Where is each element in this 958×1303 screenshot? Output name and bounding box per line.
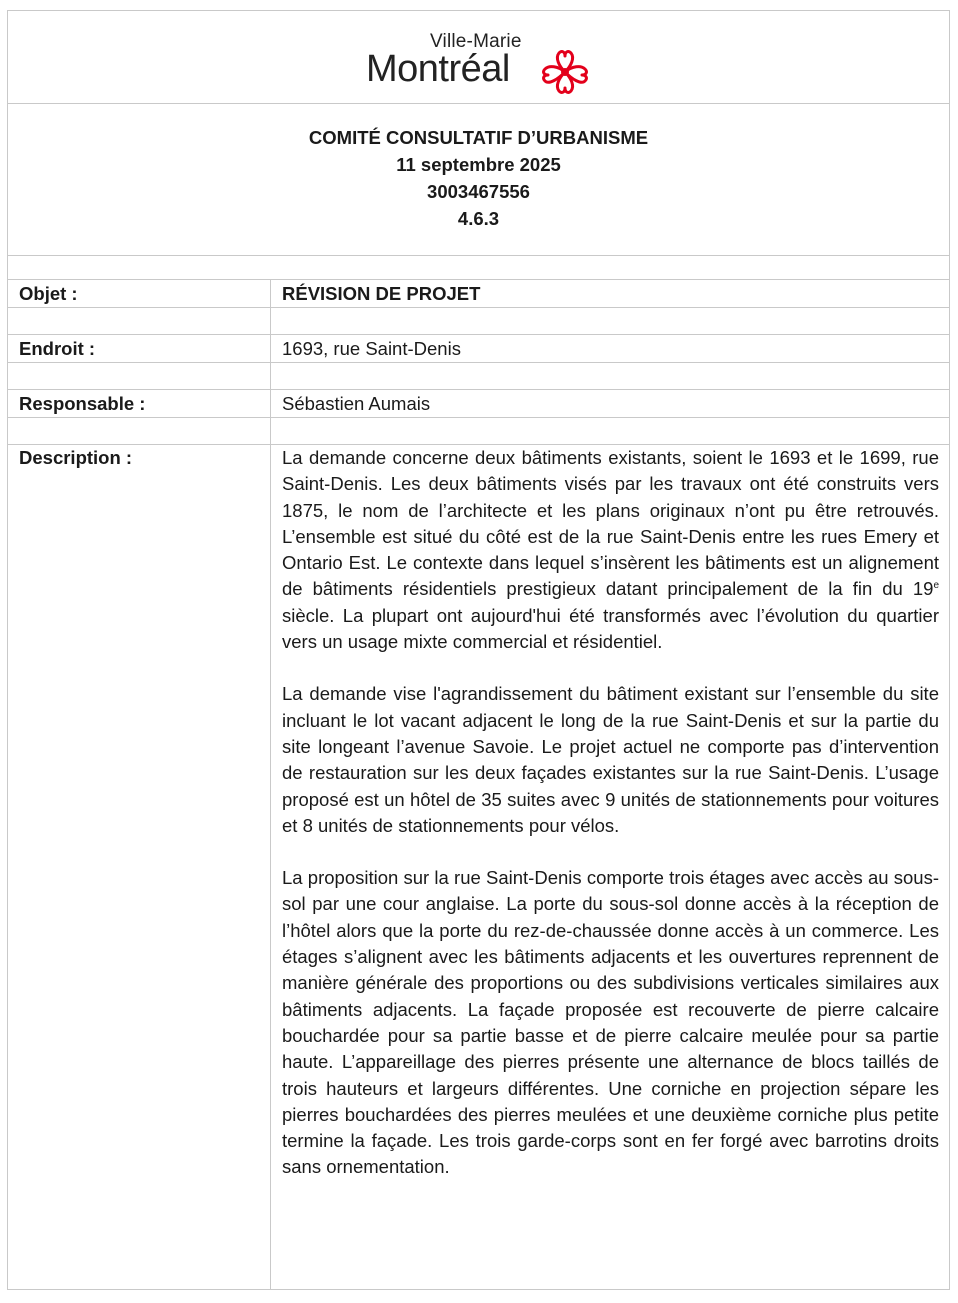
divider — [7, 255, 950, 256]
objet-label: Objet : — [19, 283, 78, 304]
paragraph-1-text-end: siècle. La plupart ont aujourd'hui été transformés avec l’évolution du quartier vers un usage mixte commercial et résidentiel. — [282, 604, 939, 653]
endroit-label: Endroit : — [19, 338, 96, 359]
paragraph-1-text: La demande concerne deux bâtiments existants, soient le 1693 et le 1699, rue Saint-Denis. Les deux bâtiments visés par les travaux ont été construits vers 1875, le nom de l’architecte et les plans originaux n’ont pu être retrouvés. L’ensemble est situé du côté est de la rue Saint-Denis entre les rues Emery et Ontario Est. Le contexte dans lequel s’insèrent les bâtiments est un alignement de bâtiments résidentiels prestigieux datant principalement de la fin du 19 — [282, 447, 939, 600]
meeting-date: 11 septembre 2025 — [396, 154, 561, 175]
logo-name: Montréal — [366, 48, 510, 90]
file-number: 3003467556 — [427, 181, 530, 202]
description-paragraph-3: La proposition sur la rue Saint-Denis comporte trois étages avec accès au sous-sol par une cour anglaise. La porte du sous-sol donne accès à la réception de l’hôtel alors que la porte du rez-de-chaussée donne accès à un commerce. Les étages s’alignent avec les bâtiments adjacents et les ouvertures reprennent de manière générale des proportions ou des subdivisions verticales similaires aux bâtiments adjacents. La façade proposée est recouverte de pierre calcaire bouchardée pour sa partie basse et de pierre calcaire meulée pour sa partie haute. L’appareillage des pierres présente une alternance de blocs taillés de trois hauteurs et largeurs différentes. Une corniche en projection sépare les pierres bouchardées des pierres meulées et une deuxième corniche plus petite termine la façade. Les trois garde-corps sont en fer forgé avec barrotins droits sans ornementation. — [282, 867, 939, 1178]
divider — [7, 307, 950, 308]
committee-title: COMITÉ CONSULTATIF D’URBANISME — [308, 127, 649, 148]
objet-value: RÉVISION DE PROJET — [282, 283, 481, 304]
description-paragraph-2: La demande vise l'agrandissement du bâtiment existant sur l’ensemble du site incluant le lot vacant adjacent le long de la rue Saint-Denis et sur la partie du site longeant l’avenue Savoie. Le projet actuel ne comporte pas d’intervention de restauration sur les deux façades existantes sur la rue Saint-Denis. L’usage proposé est un hôtel de 35 suites avec 9 unités de stationnements pour voitures et 8 unités de stationnements pour vélos. — [282, 683, 939, 836]
divider — [7, 279, 950, 280]
responsable-value: Sébastien Aumais — [282, 393, 431, 414]
divider — [7, 334, 950, 335]
divider — [7, 362, 950, 363]
endroit-value: 1693, rue Saint-Denis — [282, 338, 461, 359]
column-divider — [270, 279, 271, 1289]
description-text — [282, 445, 939, 1207]
montreal-rose-icon — [539, 48, 591, 96]
description-label: Description : — [19, 447, 133, 468]
description-paragraph-1 — [282, 445, 939, 655]
superscript: e — [933, 580, 939, 592]
divider — [7, 389, 950, 390]
divider — [7, 417, 950, 418]
document-title — [7, 124, 950, 232]
item-number: 4.6.3 — [457, 208, 500, 229]
responsable-label: Responsable : — [19, 393, 146, 414]
logo-subtitle: Ville-Marie — [430, 31, 522, 52]
